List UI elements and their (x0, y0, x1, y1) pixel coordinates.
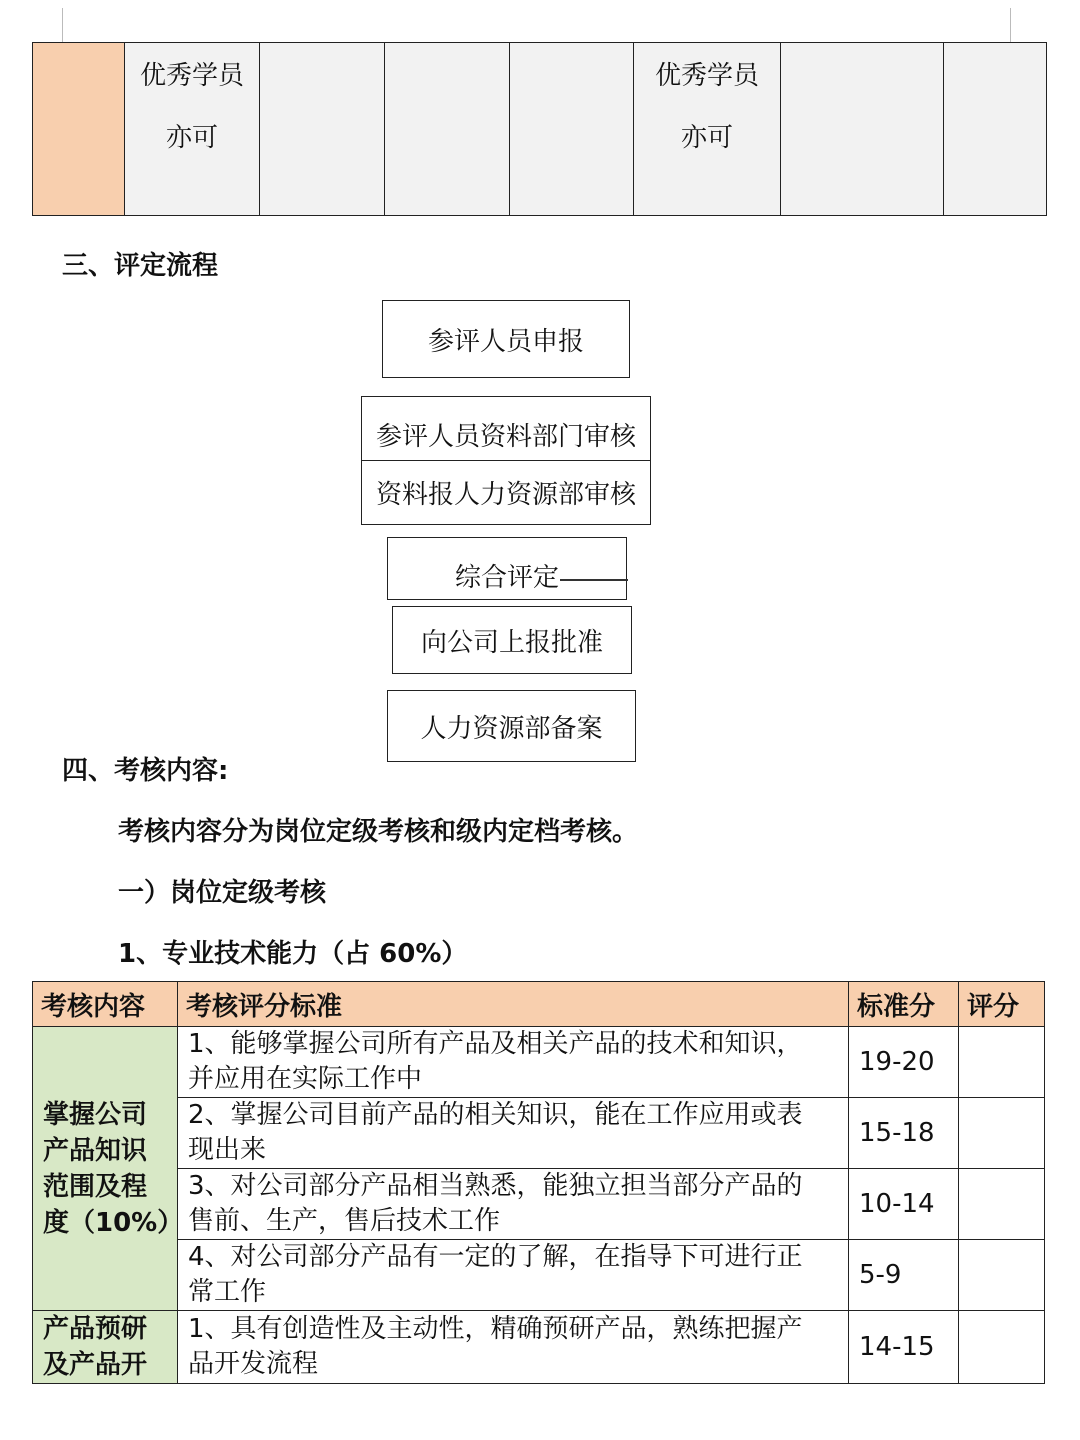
header-rating: 评分 (959, 982, 1045, 1027)
flow-step-declare: 参评人员申报 (382, 300, 630, 378)
standard-score-cell: 15-18 (849, 1098, 959, 1169)
assessment-table (32, 981, 1045, 1384)
rating-cell[interactable] (959, 1098, 1045, 1169)
category-product-knowledge: 掌握公司 产品知识 范围及程 度（10%） (33, 1027, 178, 1311)
top-cell-2 (260, 43, 385, 216)
page-margin-guide-left (62, 8, 63, 42)
top-cell-7 (944, 43, 1047, 216)
section-3-title: 三、评定流程 (62, 251, 219, 281)
category-product-research: 产品预研 及产品开 (33, 1311, 178, 1384)
flow-step-hr-review: 资料报人力资源部审核 (361, 460, 651, 525)
rating-cell[interactable] (959, 1169, 1045, 1240)
header-standard-score: 标准分 (849, 982, 959, 1027)
standard-score-cell: 14-15 (849, 1311, 959, 1384)
top-cell-4 (510, 43, 634, 216)
top-cell-6 (781, 43, 944, 216)
criteria-cell: 2、掌握公司目前产品的相关知识，能在工作应用或表 现出来 (178, 1098, 849, 1169)
flow-step-dept-review: 参评人员资料部门审核 (361, 396, 651, 461)
criteria-cell: 1、能够掌握公司所有产品及相关产品的技术和知识， 并应用在实际工作中 (178, 1027, 849, 1098)
flow-step-report-approval: 向公司上报批准 (392, 606, 632, 674)
table-header-row (33, 982, 1045, 1027)
rating-cell[interactable] (959, 1027, 1045, 1098)
flow-step-evaluation: 综合评定 (387, 537, 627, 600)
table-row (33, 1169, 1045, 1240)
rating-cell[interactable] (959, 1311, 1045, 1384)
criteria-cell: 1、具有创造性及主动性，精确预研产品，熟练把握产 品开发流程 (178, 1311, 849, 1384)
top-cell-5: 优秀学员 亦可 (634, 43, 781, 216)
top-cell-category (33, 43, 125, 216)
page-margin-guide-right (1010, 8, 1011, 42)
criteria-cell: 4、对公司部分产品有一定的了解，在指导下可进行正 常工作 (178, 1240, 849, 1311)
header-content: 考核内容 (33, 982, 178, 1027)
top-cell-1: 优秀学员 亦可 (125, 43, 260, 216)
standard-score-cell: 10-14 (849, 1169, 959, 1240)
top-cell-3 (385, 43, 510, 216)
table-row (33, 43, 1047, 216)
section-4-title: 四、考核内容: (62, 756, 229, 786)
rating-cell[interactable] (959, 1240, 1045, 1311)
item-title: 1、专业技术能力（占 60%） (118, 939, 468, 969)
top-partial-table (32, 42, 1047, 216)
table-row (33, 1240, 1045, 1311)
header-criteria: 考核评分标准 (178, 982, 849, 1027)
flow-step-hr-filing: 人力资源部备案 (387, 690, 636, 762)
section-4-intro: 考核内容分为岗位定级考核和级内定档考核。 (118, 817, 639, 847)
table-row (33, 1027, 1045, 1098)
criteria-cell: 3、对公司部分产品相当熟悉，能独立担当部分产品的 售前、生产，售后技术工作 (178, 1169, 849, 1240)
standard-score-cell: 19-20 (849, 1027, 959, 1098)
standard-score-cell: 5-9 (849, 1240, 959, 1311)
table-row (33, 1098, 1045, 1169)
subsection-title: 一）岗位定级考核 (118, 878, 327, 908)
connector-line (560, 579, 628, 581)
table-row (33, 1311, 1045, 1384)
